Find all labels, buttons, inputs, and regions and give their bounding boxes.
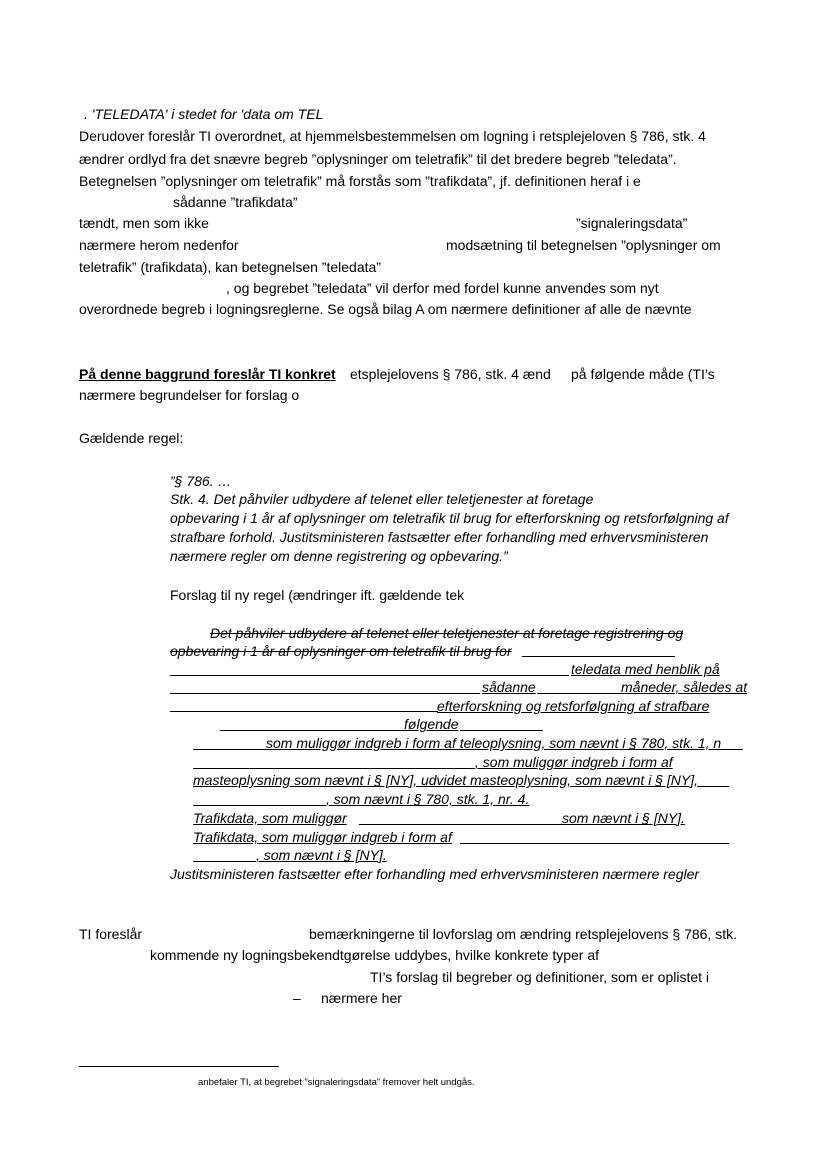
paragraph-line: ”signaleringsdata” [576,215,688,231]
inserted-text: følgende [404,716,459,732]
paragraph-line: , og begrebet ”teledata” vil derfor med fordel kunne anvendes som nyt [226,280,659,296]
section-heading-fragment: . 'TELEDATA' i stedet for 'data om TEL [84,106,324,122]
inserted-text: som nævnt i § [NY]. [562,810,685,826]
deleted-text: opbevaring i 1 år af oplysninger om teletrafik til brug for [170,643,512,659]
inserted-text: Trafikdata, som muliggør indgreb i form af [193,829,452,845]
proposal-label: Forslag til ny regel (ændringer ift. gældende tek [170,587,465,603]
current-rule-label: Gældende regel: [79,430,184,446]
insertion-line [170,675,569,676]
paragraph-line: etsplejelovens § 786, stk. 4 ænd [350,366,551,382]
paragraph-line: modsætning til betegnelsen ”oplysninger om [446,237,721,253]
insertion-line [522,656,675,657]
insertion-line [193,805,326,806]
paragraph-line: på følgende måde (TI’s [571,366,715,382]
proposal-heading: På denne baggrund foreslår TI konkret [79,366,336,382]
inserted-text: masteoplysning som nævnt i § [NY], udvidet masteoplysning, som nævnt i § [NY], [193,772,699,788]
deleted-text: Det påhviler udbydere af telenet eller teletjenester at foretage registrering og [210,625,684,641]
paragraph-line: nærmere begrundelser for forslag o [79,387,300,403]
paragraph-line: ændrer ordlyd fra det snævre begreb ”oplysninger om teletrafik” til det bredere begreb ”teledata”. [79,151,677,167]
inserted-text: efterforskning og retsforfølgning af strafbare [437,698,710,714]
insertion-line [193,768,475,769]
insertion-line [193,749,266,750]
insertion-line [359,824,562,825]
paragraph-line: nærmere herom nedenfor [79,237,239,253]
insertion-line [460,843,729,844]
dash: – [293,990,301,1006]
paragraph-line: Betegnelsen ”oplysninger om teletrafik” må forstås som ”trafikdata”, jf. definitionen heraf i e [79,173,641,189]
inserted-text: som muliggør indgreb i form af teleoplysning, som nævnt i § 780, stk. 1, n [266,735,722,751]
inserted-text: , som nævnt i § [NY]. [256,847,387,863]
inserted-text: , som muliggør indgreb i form af [475,754,673,770]
paragraph-line: TI foreslår [79,926,143,942]
quote-line: nærmere regler om denne registrering og opbevaring.” [170,548,508,564]
paragraph-line: nærmere her [321,990,402,1006]
insertion-line [193,861,256,862]
inserted-text: teledata med henblik på [571,661,720,677]
quote-line: strafbare forhold. Justitsministeren fastsætter efter forhandling med erhvervsministeren [170,529,709,545]
inserted-text: , som nævnt i § 780, stk. 1, nr. 4. [326,791,530,807]
insertion-line [537,693,621,694]
inserted-text: måneder, således at [621,679,748,695]
paragraph-line: Derudover foreslår TI overordnet, at hjemmelsbestemmelsen om logning i retsplejeloven § 786, stk. 4 [79,128,706,144]
insertion-line [460,730,543,731]
insertion-line [170,711,438,712]
quote-line: ”§ 786. … [170,473,232,489]
inserted-text: Trafikdata, som muliggør [193,810,347,826]
paragraph-line: bemærkningerne til lovforslag om ændring retsplejelovens § 786, stk. [309,926,737,942]
paragraph-line: kommende ny logningsbekendtgørelse uddybes, hvilke konkrete typer af [150,947,600,963]
paragraph-line: sådanne ”trafikdata” [173,194,298,210]
insertion-line [698,786,729,787]
footnote-text: anbefaler TI, at begrebet ”signaleringsdata” fremover helt undgås. [198,1077,475,1088]
paragraph-line: tændt, men som ikke [79,215,209,231]
insertion-line [220,730,404,731]
quote-line: opbevaring i 1 år af oplysninger om teletrafik til brug for efterforskning og retsforfølgning af [170,510,729,526]
quote-line: Justitsministeren fastsætter efter forhandling med erhvervsministeren nærmere regler [170,866,700,882]
insertion-line [716,749,743,750]
footnote-separator [79,1066,279,1067]
paragraph-line: overordnede begreb i logningsreglerne. Se også bilag A om nærmere definitioner af alle de nævnte [79,301,692,317]
quote-line: Stk. 4. Det påhviler udbydere af telenet eller teletjenester at foretage [170,491,594,507]
paragraph-line: teletrafik” (trafikdata), kan betegnelsen ”teledata” [79,259,381,275]
insertion-line [170,693,480,694]
paragraph-line: TI’s forslag til begreber og definitioner, som er oplistet i [370,969,710,985]
inserted-text: sådanne [482,679,536,695]
